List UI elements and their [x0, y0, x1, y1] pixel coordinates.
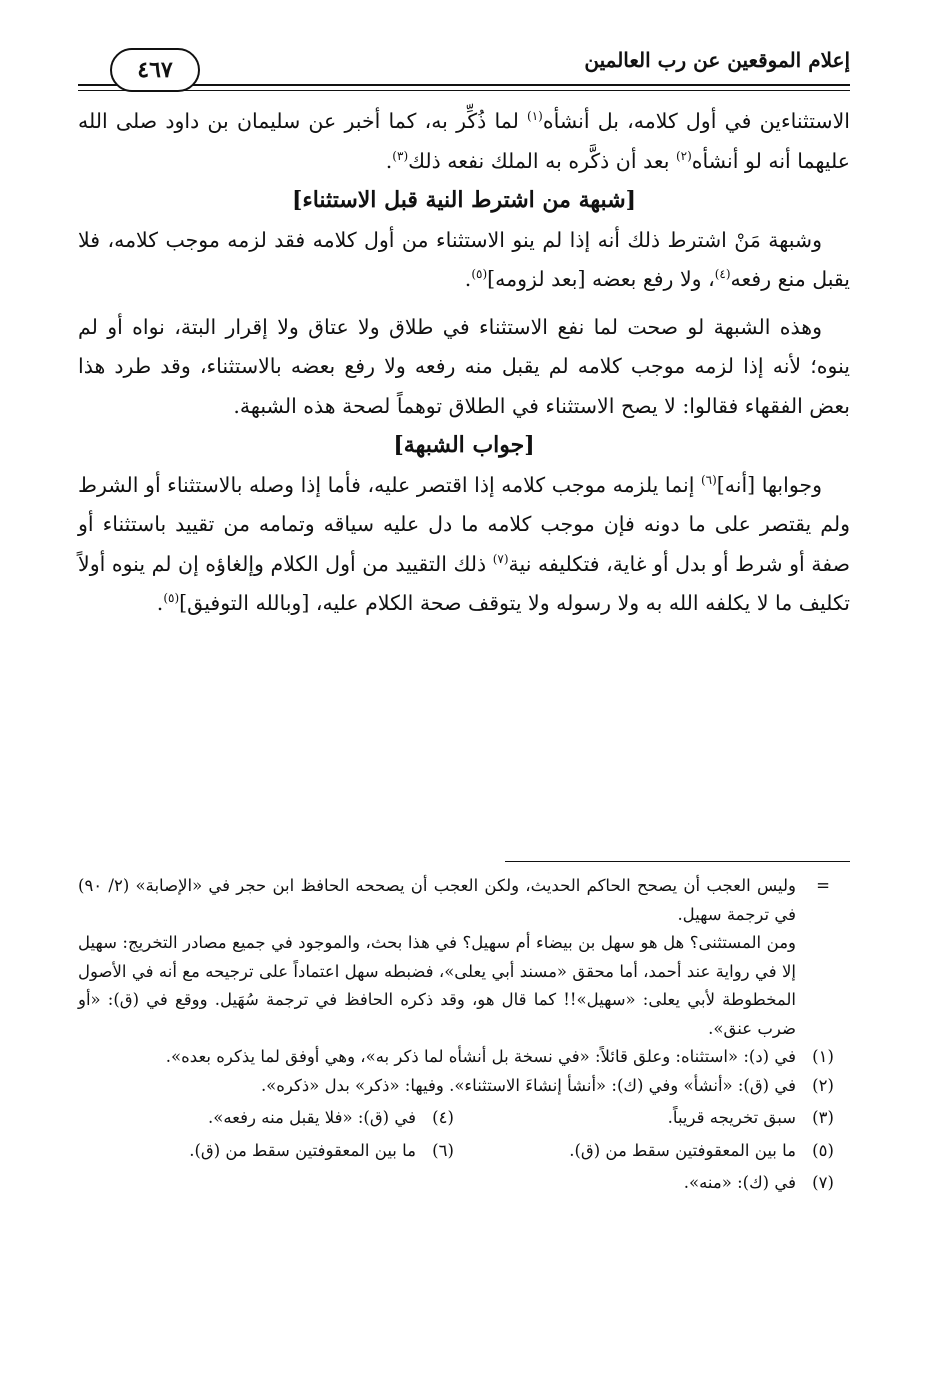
footnote-4 [208, 1104, 470, 1133]
section-heading-1: [شبهة من اشترط النية قبل الاستثناء] [291, 187, 637, 213]
footnote-2-mark: (٢) [812, 1075, 834, 1095]
footnote-ref-5[interactable]: (٥) [471, 267, 488, 282]
footnote-1-mark: (١) [812, 1047, 834, 1066]
paragraph-3: وهذه الشبهة لو صحت لما نفع الاستثناء في طلاق ولا عتاق ولا إقرار البتة، نواه أو لم ينوه؛ لأنه إذا لزمه موجب كلامه لم يقبل منه رفعه ولا رفع بعضه بالاستثناء، وقد طرد هذا بعض الفقهاء فقالوا: لا يصح الاستثناء في الطلاق توهماً لصحة هذه الشبهة. [78, 314, 850, 418]
footnote-3-text: سبق تخريجه قريباً. [667, 1108, 796, 1127]
footnote-7 [684, 1169, 850, 1198]
footnote-3 [470, 1104, 850, 1133]
footnote-ref-6[interactable]: (٦) [700, 472, 717, 487]
section-heading-2: [جواب الشبهة] [393, 432, 535, 458]
footnote-4-mark: (٤) [432, 1108, 454, 1127]
footnote-1-text: في (د): «استثناه: وعلق قائلاً: «في نسخة بل أنشأه لما ذكر به»، وهي أوفق لما يذكره بعده». [165, 1047, 796, 1066]
footnote-ref-7[interactable]: (٧) [492, 551, 509, 566]
continuation-mark: = [816, 876, 830, 895]
continuation-para-1: وليس العجب أن يصحح الحاكم الحديث، ولكن العجب أن يصححه الحافظ ابن حجر في «الإصابة» (٢/ ٩٠) في ترجمة سهيل. [78, 876, 796, 924]
footnote-7-text: في (ك): «منه». [683, 1173, 796, 1192]
footnote-6-mark: (٦) [432, 1140, 454, 1160]
book-page [78, 0, 850, 1380]
footnote-5 [470, 1137, 850, 1166]
page-header [78, 40, 850, 90]
footnote-row-5-6 [78, 1137, 850, 1166]
footnote-ref-1[interactable]: (١) [527, 109, 543, 124]
footnote-ref-2[interactable]: (٢) [675, 148, 692, 163]
footnote-2 [78, 1072, 850, 1101]
footnote-5-text: ما بين المعقوفتين سقط من (ق). [569, 1140, 796, 1160]
footnotes [78, 872, 850, 1198]
footnote-2-text: في (ق): «أنشأ» وفي (ك): «أنشأ إنشاءَ الاستثناء». وفيها: «ذكر» بدل «ذكره». [260, 1075, 796, 1095]
footnote-7-mark: (٧) [812, 1173, 834, 1192]
paragraph-1: الاستثناءين في أول كلامه، بل أنشأه$^{(١)}$ لما ذُكِّر به، كما أخبر عن سليمان بن داود صلى الله عليهما أنه لو أنشأه$^{(٢)}$ بعد أن ذكَّره به الملك نفعه ذلك$^{(٣)}$. [78, 109, 850, 173]
footnote-row-7 [78, 1169, 850, 1198]
footnote-row-3-4 [78, 1104, 850, 1133]
footnote-ref-4[interactable]: (٤) [714, 267, 731, 282]
footnote-6 [189, 1137, 470, 1166]
running-title: إعلام الموقعين عن رب العالمين [584, 48, 850, 72]
footnote-6-text: ما بين المعقوفتين سقط من (ق). [189, 1140, 416, 1160]
paragraph-4: وجوابها [أنه]$^{(٦)}$ إنما يلزمه موجب كلامه إذا اقتصر عليه، فأما إذا وصله بالاستثناء أو الشرط ولم يقتصر على ما دونه فإن موجب كلامه ما دل عليه سياقه وتمامه من تقييد باستثناء أو صفة أو شرط أو بدل أو غاية، فتكليفه نية$^{(٧)}$ ذلك التقييد من أول الكلام وإلغاؤه إن لم ينوه أولاً تكليف ما لا يكلفه الله به ولا رسوله ولا يتوقف صحة الكلام عليه، [وبالله التوفيق]$^{(٥)}$. [78, 472, 850, 615]
paragraph-2: وشبهة مَنْ اشترط ذلك أنه إذا لم ينو الاستثناء من أول كلامه فقد لزمه موجب كلامه، فلا يقبل منع رفعه$^{(٤)}$، ولا رفع بعضه [بعد لزومه]$^{(٥)}$. [78, 227, 850, 291]
footnote-continuation [78, 872, 850, 1043]
main-text [78, 102, 850, 624]
footnote-5-mark: (٥) [812, 1140, 834, 1160]
footnote-4-text: في (ق): «فلا يقبل منه رفعه». [207, 1108, 416, 1127]
continuation-para-2: ومن المستثنى؟ هل هو سهل بن بيضاء أم سهيل؟ في هذا بحث، والموجود في جميع مصادر التخريج: سهيل إلا في رواية عند أحمد، أما محقق «مسند أبي يعلى»، فضبطه سهل اعتماداً على ترجيحه مع أنه في الأصول المخطوطة لأبي يعلى: «سهيل»!! كما قال هو، وقد ذكره الحافظ في ترجمة سُهَيل. ووقع في (ق): «أو ضرب عنق». [78, 933, 796, 1038]
footnote-ref-5b[interactable]: (٥) [163, 591, 180, 606]
footnote-3-mark: (٣) [812, 1108, 834, 1127]
page-number: ٤٦٧ [110, 48, 200, 92]
footnote-separator [505, 861, 850, 862]
footnote-ref-3[interactable]: (٣) [392, 148, 409, 163]
footnote-1 [78, 1043, 850, 1072]
